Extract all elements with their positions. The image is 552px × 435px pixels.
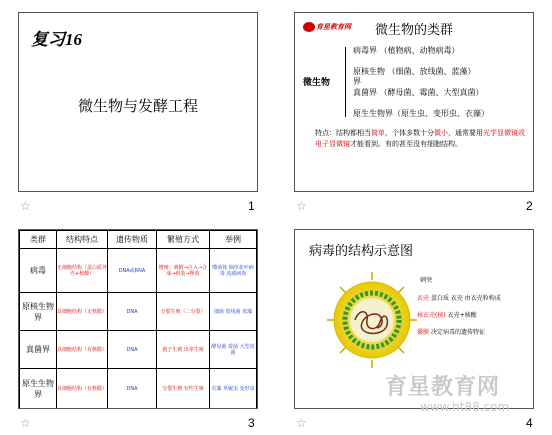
group-item-4: 原生生物界（原生虫、变形虫、衣藻） xyxy=(353,109,489,118)
label-envelope: 囊膜 xyxy=(417,329,430,336)
logo-icon xyxy=(303,22,315,32)
bracket xyxy=(345,47,351,117)
row-name: 病毒 xyxy=(20,249,57,293)
row-examples: 噬菌体 烟草花叶病毒 流感病毒 xyxy=(210,249,257,293)
row-structure: 具细胞结构（有核膜） xyxy=(57,331,108,369)
row-reproduction: 孢子生殖 出芽生殖 xyxy=(157,331,210,369)
table-header: 举例 xyxy=(210,231,257,249)
note-mid2: ，通常要用 xyxy=(448,129,483,137)
slide-number-4: 4 xyxy=(526,416,533,430)
slide4-title: 病毒的结构示意图 xyxy=(309,244,414,259)
label-core-desc: 衣壳+核酸 xyxy=(447,312,477,319)
row-examples: 细菌 放线菌 蓝藻 xyxy=(210,293,257,331)
slide1-subtitle: 微生物与发酵工程 xyxy=(77,97,198,115)
note-suffix: 才能看到。有的甚至没有细胞结构。 xyxy=(350,140,462,148)
table-row xyxy=(20,369,257,409)
slide2-title: 微生物的类群 xyxy=(375,23,454,38)
row-examples: 酵母菌 霉菌 大型真菌 xyxy=(210,331,257,369)
slide-cell-2[interactable] xyxy=(276,0,552,217)
label-envelope-desc: 决定病毒的遗传特征 xyxy=(430,329,485,336)
slide-thumbnail-3[interactable] xyxy=(18,229,258,409)
row-structure: 具细胞结构（有核膜） xyxy=(57,369,108,409)
table-row xyxy=(20,331,257,369)
star-icon[interactable]: ☆ xyxy=(296,416,307,430)
group-item-3: 真菌界 （酵母菌、霉菌、大型真菌） xyxy=(353,88,484,97)
group-label: 微生物 xyxy=(303,78,331,88)
label-core-row xyxy=(417,310,477,321)
row-structure: 无细胞结构（蛋白质外壳+核酸） xyxy=(57,249,108,293)
watermark-main: 育星教育网 xyxy=(385,375,501,400)
slide-cell-1[interactable] xyxy=(0,0,276,217)
slide-cell-3[interactable] xyxy=(0,217,276,434)
label-core: 核衣壳(核) xyxy=(417,312,446,319)
label-spike: 刺突 xyxy=(420,277,433,284)
label-envelope-row xyxy=(417,327,485,338)
note-red1: 简单 xyxy=(371,129,385,137)
slide-cell-4[interactable] xyxy=(276,217,552,434)
slide-number-2: 2 xyxy=(526,199,533,213)
label-capsid-row xyxy=(417,293,501,304)
row-genetic: DNA xyxy=(108,293,157,331)
slide-number-1: 1 xyxy=(248,199,255,213)
table-header: 结构特点 xyxy=(57,231,108,249)
star-icon[interactable]: ☆ xyxy=(20,416,31,430)
slide2-note xyxy=(315,128,525,150)
group-jie: 界 xyxy=(353,77,361,86)
note-prefix: 特点：结构都相当 xyxy=(315,129,371,137)
table-row xyxy=(20,293,257,331)
table-header: 遗传物质 xyxy=(108,231,157,249)
row-name: 真菌界 xyxy=(20,331,57,369)
logo-text: 育星教育网 xyxy=(316,23,351,31)
slide-thumbnail-2[interactable] xyxy=(294,12,534,192)
label-capsid-desc: 蛋白质 衣壳 由衣壳粒构成 xyxy=(430,295,501,302)
row-genetic: DNA xyxy=(108,331,157,369)
row-name: 原生生物界 xyxy=(20,369,57,409)
note-red3: 光学显微镜或电子显微镜 xyxy=(315,129,525,148)
row-name: 原核生物界 xyxy=(20,293,57,331)
group-item-1: 病毒界 （植物病、动物病毒） xyxy=(353,46,460,55)
star-icon[interactable]: ☆ xyxy=(20,199,31,213)
row-reproduction: 分裂生殖 有性生殖 xyxy=(157,369,210,409)
row-reproduction: 增殖：吸附→注入→合成→组装→释放 xyxy=(157,249,210,293)
star-icon[interactable]: ☆ xyxy=(296,199,307,213)
row-reproduction: 分裂生殖（二分裂） xyxy=(157,293,210,331)
label-capsid: 衣壳 xyxy=(417,295,430,302)
row-structure: 具细胞结构（无核膜） xyxy=(57,293,108,331)
table-row xyxy=(20,249,257,293)
group-item-2: 原核生物 （细菌、放线菌、蓝藻） xyxy=(353,67,476,76)
row-examples: 衣藻 草履虫 变形虫 xyxy=(210,369,257,409)
table-header: 类群 xyxy=(20,231,57,249)
note-red2: 微小 xyxy=(434,129,448,137)
row-genetic: DNA或RNA xyxy=(108,249,157,293)
table-header: 繁殖方式 xyxy=(157,231,210,249)
slide1-title: 复习16 xyxy=(31,30,82,49)
classification-table xyxy=(19,230,257,409)
watermark-url: www.ht88.com xyxy=(420,400,510,414)
row-genetic: DNA xyxy=(108,369,157,409)
slide-number-3: 3 xyxy=(248,416,255,430)
virus-diagram xyxy=(325,270,420,370)
slide-thumbnail-1[interactable] xyxy=(18,12,258,192)
note-mid1: ，个体多数十分 xyxy=(385,129,434,137)
